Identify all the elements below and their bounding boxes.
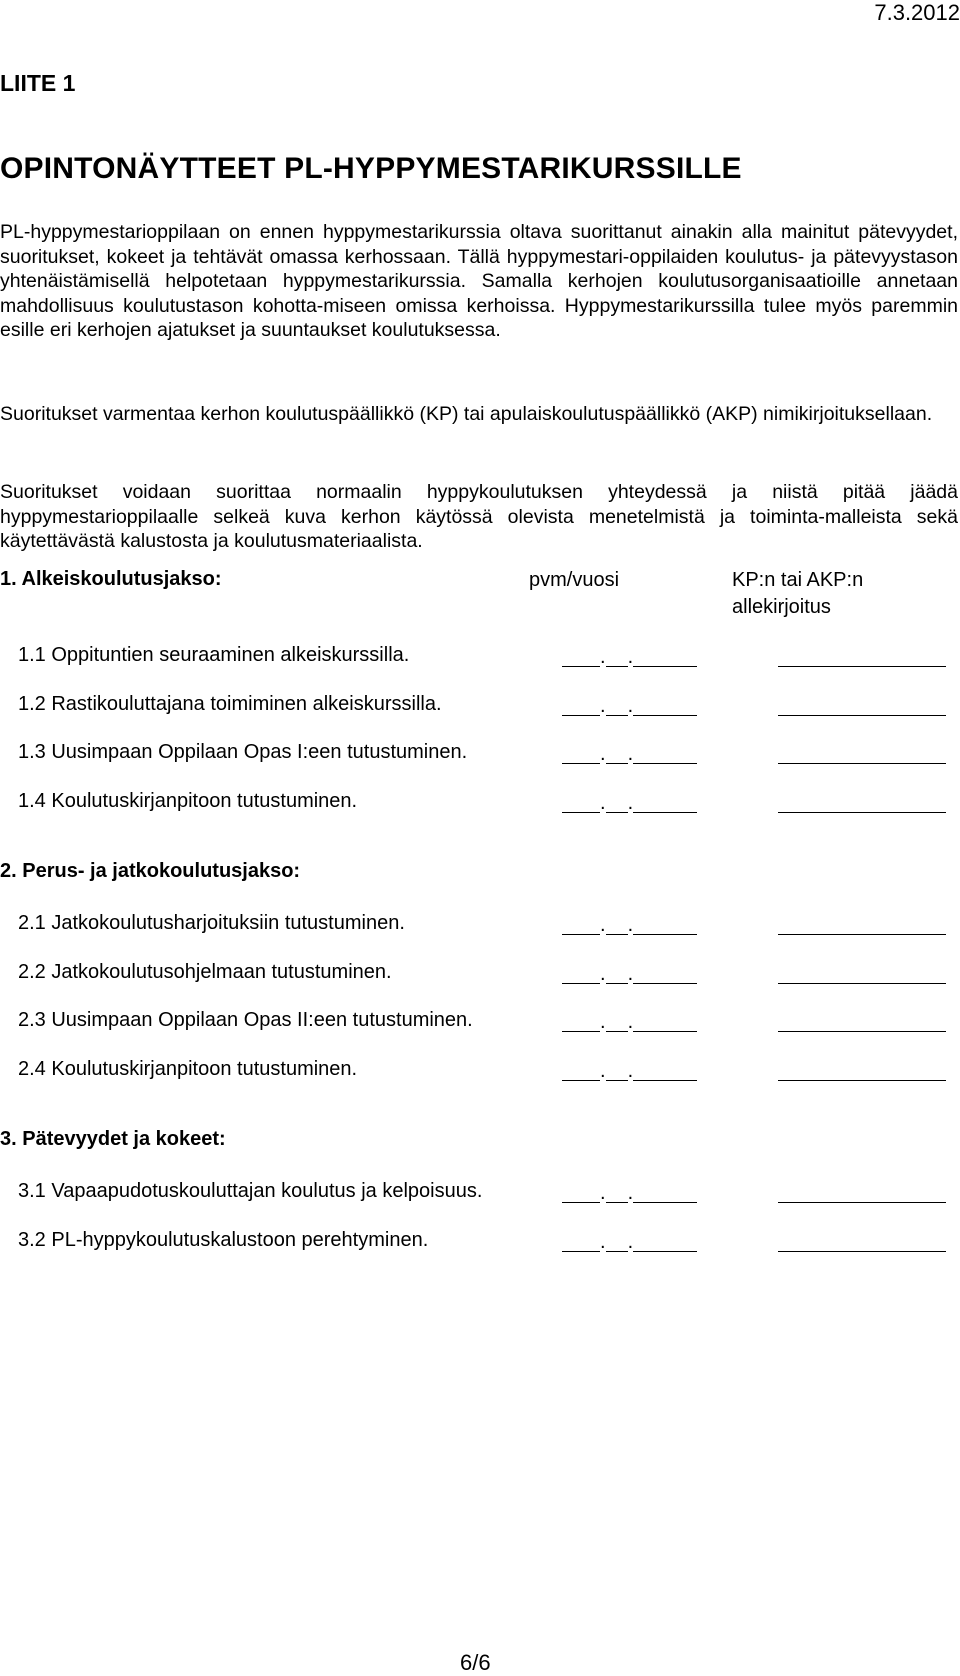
item-1-2-signature-field[interactable] — [778, 692, 946, 716]
item-3-1-signature-field[interactable] — [778, 1179, 946, 1203]
date-column-header: pvm/vuosi — [529, 569, 620, 591]
document-title: OPINTONÄYTTEET PL-HYPPYMESTARIKURSSILLE — [0, 152, 742, 185]
verification-paragraph: Suoritukset varmentaa kerhon koulutuspäällikkö (KP) tai apulaiskoulutuspäällikkö (AKP) nimikirjoituksellaan. — [0, 403, 933, 425]
signature-column-header-line1: KP:n tai AKP:n — [732, 569, 864, 591]
item-3-2-label: 3.2 PL-hyppykoulutuskalustoon perehtyminen. — [18, 1229, 429, 1251]
item-1-3-date-field[interactable]: . . — [562, 740, 734, 764]
item-2-3-signature-field[interactable] — [778, 1008, 946, 1032]
item-1-2-date-field[interactable]: . . — [562, 692, 734, 716]
signature-column-header-line2: allekirjoitus — [732, 596, 831, 618]
item-1-4-signature-field[interactable] — [778, 789, 946, 813]
execution-paragraph: Suoritukset voidaan suorittaa normaalin hyppykoulutuksen yhteydessä ja niistä pitää jäädä hyppymestarioppilaalle selkeä kuva kerhon käytössä olevista menetelmistä ja toiminta-malleista sekä käytettävästä kalustosta ja koulutusmateriaalista. — [0, 481, 958, 552]
item-2-3-label: 2.3 Uusimpaan Oppilaan Opas II:een tutustuminen. — [18, 1009, 473, 1031]
item-1-3-signature-field[interactable] — [778, 740, 946, 764]
item-2-2-label: 2.2 Jatkokoulutusohjelmaan tutustuminen. — [18, 961, 392, 983]
item-3-2-date-field[interactable]: . . — [562, 1228, 734, 1252]
item-2-2-signature-field[interactable] — [778, 960, 946, 984]
item-1-1-label: 1.1 Oppituntien seuraaminen alkeiskurssilla. — [18, 644, 410, 666]
item-3-1-label: 3.1 Vapaapudotuskouluttajan koulutus ja kelpoisuus. — [18, 1180, 483, 1202]
item-2-2-date-field[interactable]: . . — [562, 960, 734, 984]
page-number: 6/6 — [460, 1650, 491, 1675]
item-3-1-date-field[interactable]: . . — [562, 1179, 734, 1203]
section-title-1: 1. Alkeiskoulutusjakso: — [0, 568, 222, 590]
item-1-1-signature-field[interactable] — [778, 643, 946, 667]
section-title-2: 2. Perus- ja jatkokoulutusjakso: — [0, 860, 301, 882]
item-2-4-label: 2.4 Koulutuskirjanpitoon tutustuminen. — [18, 1058, 358, 1080]
item-2-4-date-field[interactable]: . . — [562, 1057, 734, 1081]
item-2-1-label: 2.1 Jatkokoulutusharjoituksiin tutustuminen. — [18, 912, 405, 934]
document-date: 7.3.2012 — [874, 0, 960, 25]
item-1-2-label: 1.2 Rastikouluttajana toimiminen alkeiskurssilla. — [18, 693, 442, 715]
item-2-3-date-field[interactable]: . . — [562, 1008, 734, 1032]
appendix-label: LIITE 1 — [0, 70, 76, 96]
section-title-3: 3. Pätevyydet ja kokeet: — [0, 1128, 226, 1150]
item-2-1-signature-field[interactable] — [778, 911, 946, 935]
item-1-1-date-field[interactable]: . . — [562, 643, 734, 667]
item-3-2-signature-field[interactable] — [778, 1228, 946, 1252]
item-1-3-label: 1.3 Uusimpaan Oppilaan Opas I:een tutustuminen. — [18, 741, 468, 763]
item-1-4-date-field[interactable]: . . — [562, 789, 734, 813]
item-2-1-date-field[interactable]: . . — [562, 911, 734, 935]
item-2-4-signature-field[interactable] — [778, 1057, 946, 1081]
item-1-4-label: 1.4 Koulutuskirjanpitoon tutustuminen. — [18, 790, 358, 812]
intro-paragraph: PL-hyppymestarioppilaan on ennen hyppymestarikurssia oltava suorittanut ainakin alla mainitut pätevyydet, suoritukset, kokeet ja tehtävät omassa kerhossaan. Tällä hyppymestari-oppilaiden koulutus- ja pätevyystason yhtenäistämisellä helpotetaan hyppymestarikurssia. Samalla kerhojen koulutusorganisaatioille annetaan mahdollisuus koulutustason kohotta-miseen omissa kerhoissa. Hyppymestarikurssilla tulee myös paremmin esille eri kerhojen ajatukset ja suuntaukset koulutuksessa. — [0, 221, 958, 341]
